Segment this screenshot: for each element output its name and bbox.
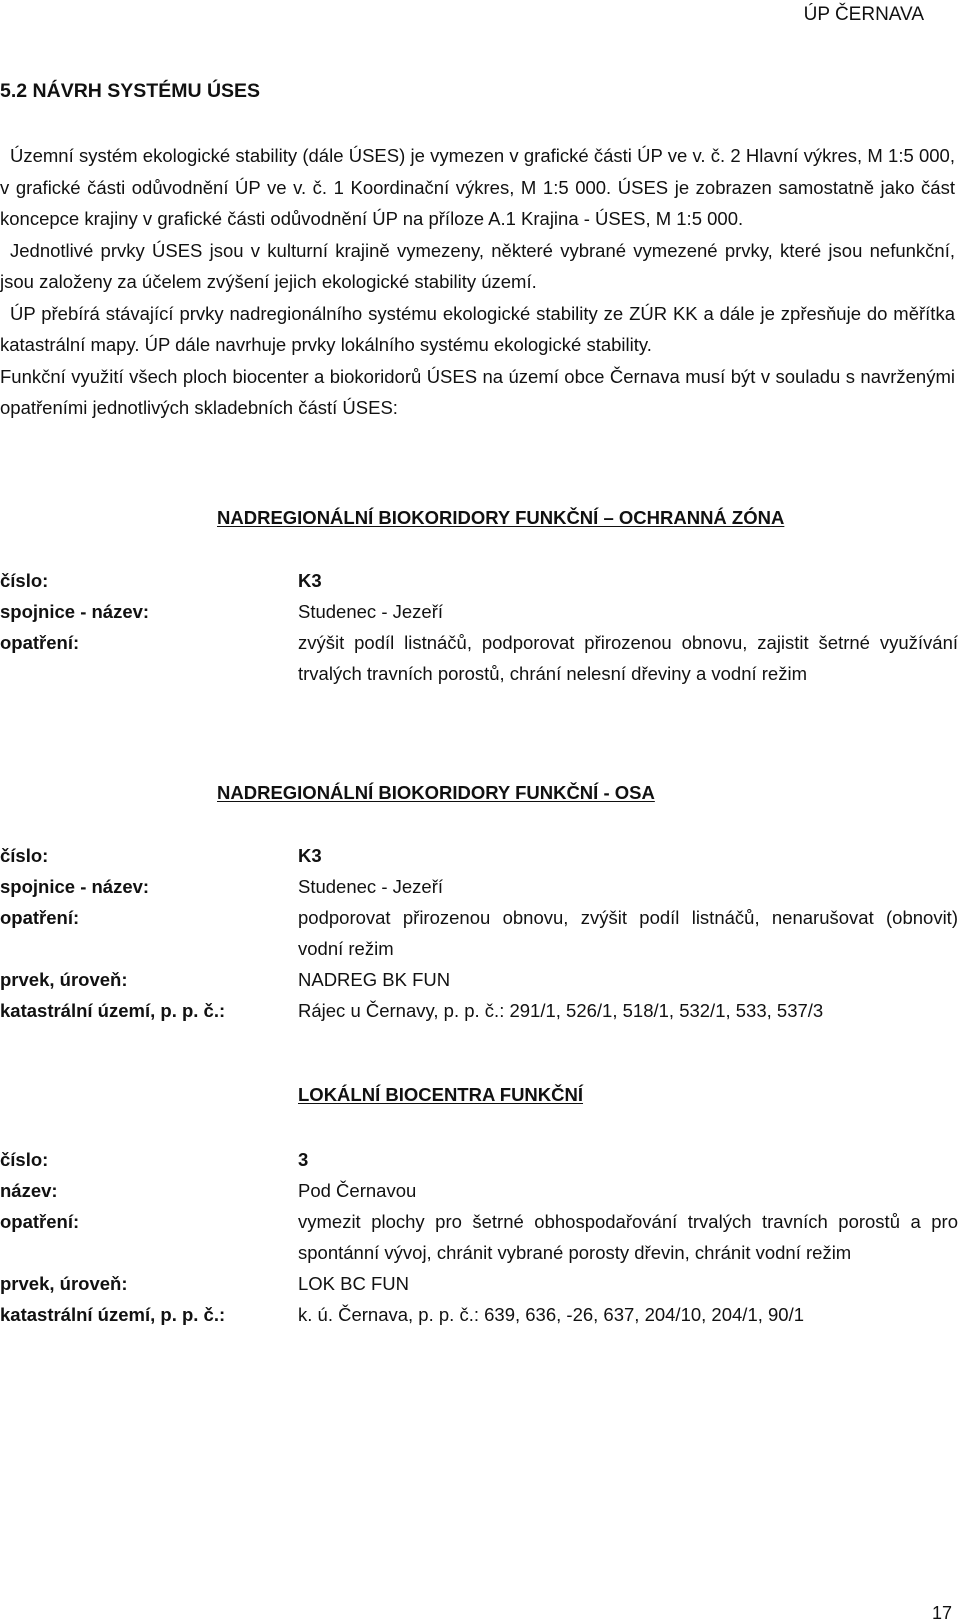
row-label: číslo: (0, 1149, 49, 1170)
row-link-name (0, 871, 958, 902)
block-rows (0, 1144, 958, 1330)
row-number (0, 565, 958, 596)
row-element-level (0, 1268, 958, 1299)
block-title: NADREGIONÁLNÍ BIOKORIDORY FUNKČNÍ - OSA (217, 782, 655, 803)
intro-paragraph-3: ÚP přebírá stávající prvky nadregionálního systému ekologické stability ze ZÚR KK a dále je zpřesňuje do měřítka katastrální mapy. ÚP dále navrhuje prvky lokálního systému ekologické stability. (0, 302, 955, 355)
block-title: LOKÁLNÍ BIOCENTRA FUNKČNÍ (298, 1084, 584, 1105)
row-label: prvek, úroveň: (0, 1273, 128, 1294)
intro-paragraph-2: Jednotlivé prvky ÚSES jsou v kulturní krajině vymezeny, některé vybrané vymezené prvky, které jsou nefunkční, jsou založeny za účelem zvýšení jejich ekologické stability území. (0, 239, 955, 292)
row-value: k. ú. Černava, p. p. č.: 639, 636, -26, 637, 204/10, 204/1, 90/1 (298, 1304, 805, 1325)
row-value: Studenec - Jezeří (298, 601, 443, 622)
row-number (0, 1144, 958, 1175)
row-link-name (0, 596, 958, 627)
row-value: Pod Černavou (298, 1180, 417, 1201)
row-value: vymezit plochy pro šetrné obhospodařování trvalých travních porostů a pro spontánní vývoj, chránit vybrané porosty dřevin, chránit vodní režim (298, 1211, 958, 1263)
row-value: Rájec u Černavy, p. p. č.: 291/1, 526/1, 518/1, 532/1, 533, 537/3 (298, 1000, 824, 1021)
row-label: opatření: (0, 632, 80, 653)
row-measures (0, 1206, 958, 1268)
row-label: číslo: (0, 570, 49, 591)
row-label: opatření: (0, 907, 80, 928)
row-cadastral-area (0, 1299, 958, 1330)
intro-paragraph-4: Funkční využití všech ploch biocenter a biokoridorů ÚSES na území obce Černava musí být v souladu s navrženými opatřeními jednotlivých skladebních částí ÚSES: (0, 365, 955, 418)
row-value: zvýšit podíl listnáčů, podporovat přirozenou obnovu, zajistit šetrné využívání trvalých travních porostů, chrání nelesní dřeviny a vodní režim (298, 632, 958, 684)
row-number (0, 840, 958, 871)
row-value: NADREG BK FUN (298, 969, 451, 990)
row-value: Studenec - Jezeří (298, 876, 443, 897)
block-title: NADREGIONÁLNÍ BIOKORIDORY FUNKČNÍ – OCHRANNÁ ZÓNA (217, 507, 785, 528)
row-label: prvek, úroveň: (0, 969, 128, 990)
row-value: K3 (298, 845, 322, 866)
row-value: LOK BC FUN (298, 1273, 410, 1294)
block-rows (0, 840, 958, 1026)
row-label: spojnice - název: (0, 601, 150, 622)
row-value: 3 (298, 1149, 309, 1170)
row-measures (0, 627, 958, 689)
row-measures (0, 902, 958, 964)
row-label: spojnice - název: (0, 876, 150, 897)
page-number: 17 (931, 1603, 952, 1623)
row-value: podporovat přirozenou obnovu, zvýšit podíl listnáčů, nenarušovat (obnovit) vodní režim (298, 907, 958, 959)
row-label: název: (0, 1180, 58, 1201)
row-label: katastrální území, p. p. č.: (0, 1000, 226, 1021)
row-value: K3 (298, 570, 322, 591)
row-label: opatření: (0, 1211, 80, 1232)
row-cadastral-area (0, 995, 958, 1026)
block-rows (0, 565, 958, 689)
intro-text (0, 140, 955, 424)
row-label: číslo: (0, 845, 49, 866)
row-label: katastrální území, p. p. č.: (0, 1304, 226, 1325)
row-name (0, 1175, 958, 1206)
page-header: ÚP ČERNAVA (803, 4, 924, 25)
row-element-level (0, 964, 958, 995)
intro-paragraph-1: Územní systém ekologické stability (dále ÚSES) je vymezen v grafické části ÚP ve v. č. 2 Hlavní výkres, M 1:5 000, v grafické části odůvodnění ÚP ve v. č. 1 Koordinační výkres, M 1:5 000. ÚSES je zobrazen samostatně jako část koncepce krajiny v grafické části odůvodnění ÚP na příloze A.1 Krajina - ÚSES, M 1:5 000. (0, 145, 955, 229)
section-title: 5.2 NÁVRH SYSTÉMU ÚSES (0, 80, 261, 102)
